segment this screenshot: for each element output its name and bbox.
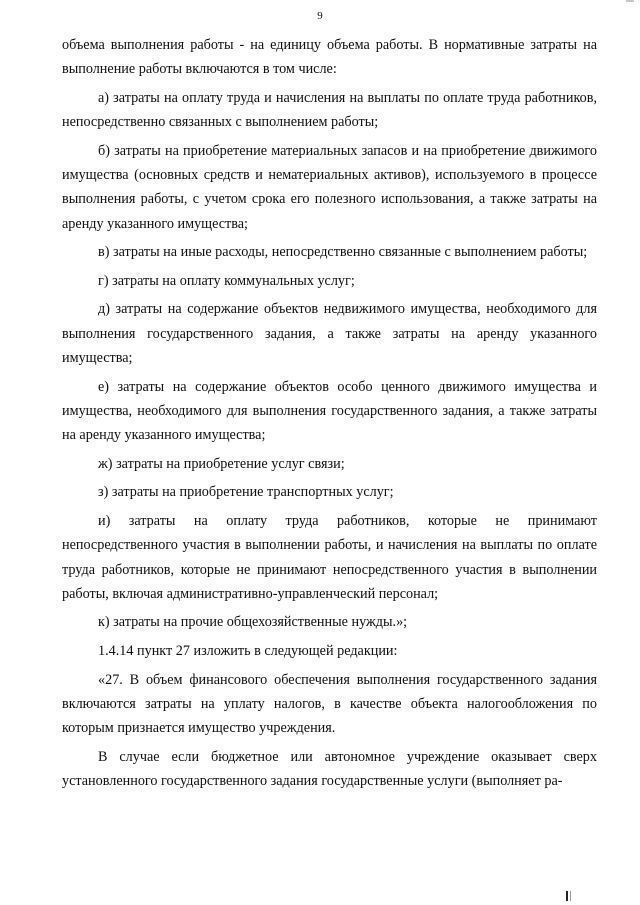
list-item-d: д) затраты на содержание объектов недвижимого имущества, необходимого для выполнения государственного задания, а также затраты на аренду указанного имущества; — [62, 301, 597, 367]
list-item-a: а) затраты на оплату труда и начисления на выплаты по оплате труда работников, непосредственно связанных с выполнением работы; — [62, 89, 597, 131]
list-item-v: в) затраты на иные расходы, непосредственно связанные с выполнением работы; — [98, 244, 588, 261]
list-item-k: к) затраты на прочие общехозяйственные нужды.»; — [98, 614, 408, 631]
list-item-zh: ж) затраты на приобретение услуг связи; — [98, 455, 345, 472]
clause-27-text: «27. В объем финансового обеспечения выполнения государственного задания включаются затраты на уплату налогов, в качестве объекта налогообложения по которым признается имущество учреждения. — [62, 671, 597, 737]
list-item-e: е) затраты на содержание объектов особо ценного движимого имущества и имущества, необходимого для выполнения государственного задания, а также затраты на аренду указанного имущества; — [62, 378, 597, 444]
list-item-i: и) затраты на оплату труда работников, которые не принимают непосредственного участия в выполнении работы, и начисления на выплаты по оплате труда работников, которые не принимают непосредственного участия в выполнении работы, включая административно-управленческий персонал; — [62, 512, 597, 602]
list-item-g: г) затраты на оплату коммунальных услуг; — [98, 272, 355, 289]
page-number: 9 — [317, 10, 323, 22]
list-item-z: з) затраты на приобретение транспортных услуг; — [98, 484, 394, 501]
clause-27-continuation: В случае если бюджетное или автономное учреждение оказывает сверх установленного государственного задания государственные услуги (выполняет ра- — [62, 748, 597, 790]
amendment-clause: 1.4.14 пункт 27 изложить в следующей редакции: — [98, 642, 398, 659]
scan-corner-mark — [626, 0, 634, 2]
paragraph-continuation: объема выполнения работы - на единицу объема работы. В нормативные затраты на выполнение работы включаются в том числе: — [62, 37, 597, 78]
scan-bottom-mark — [566, 891, 571, 901]
document-body — [62, 33, 597, 798]
list-item-b: б) затраты на приобретение материальных запасов и на приобретение движимого имущества (основных средств и нематериальных активов), используемого в процессе выполнения работы, с учетом срока его полезного использования, а также затраты на аренду указанного имущества; — [62, 142, 597, 232]
